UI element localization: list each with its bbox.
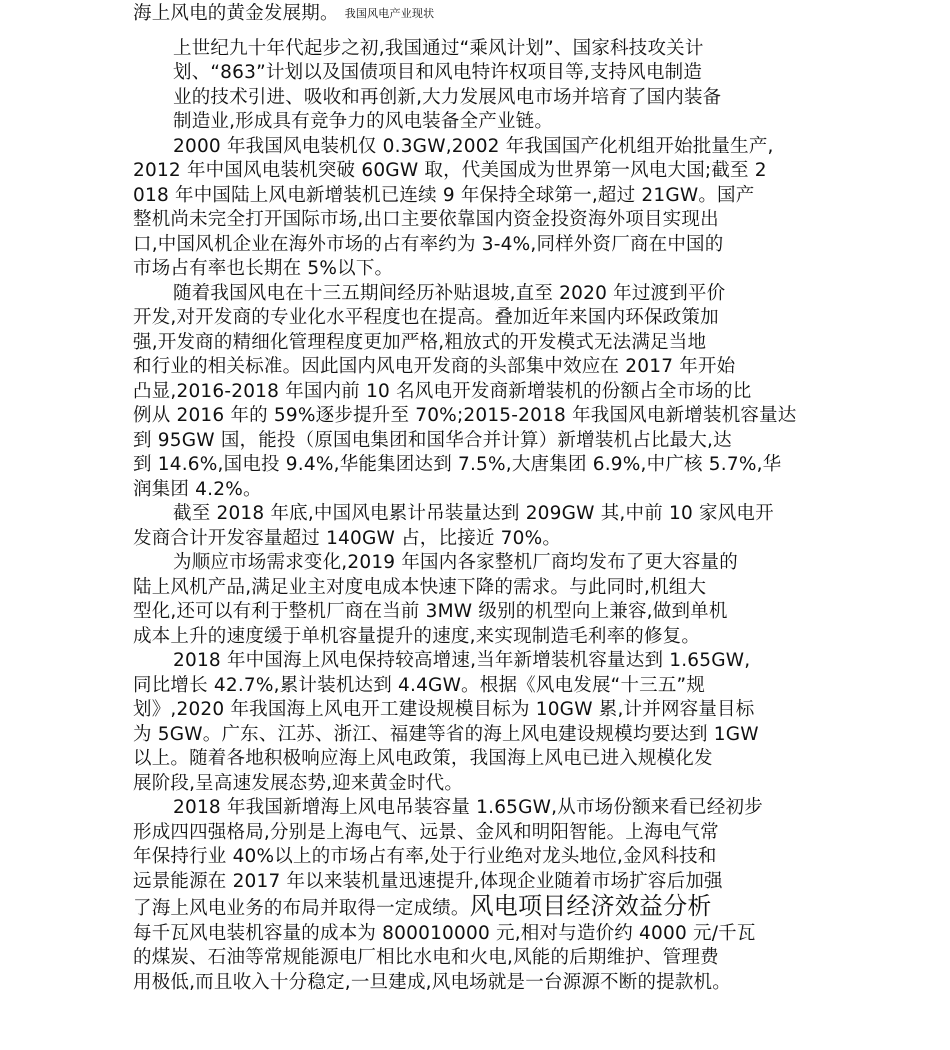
paragraph-economics — [133, 922, 828, 996]
paragraph-installed-capacity — [133, 135, 828, 282]
paragraph-line: 每千瓦风电装机容量的成本为 800010000 元,相对与造价约 4000 元/千瓦 — [133, 922, 756, 944]
paragraph-line: 018 年中国陆上风电新增装机已连续 9 年保持全球第一,超过 21GW。国产 — [133, 184, 755, 206]
paragraph-larger-turbines — [133, 551, 828, 649]
paragraph-line: 的煤炭、石油等常规能源电厂相比水电和火电,风能的后期维护、管理费 — [133, 947, 719, 968]
paragraph-line: 市场占有率也长期在 5%以下。 — [133, 258, 394, 279]
paragraph-line: 以上。随着各地积极响应海上风电政策，我国海上风电已进入规模化发 — [133, 748, 713, 769]
section-heading-current-status: 我国风电产业现状 — [344, 7, 435, 20]
paragraph-line: 形成四四强格局,分别是上海电气、远景、金风和明阳智能。上海电气常 — [133, 821, 719, 843]
paragraph-line: 展阶段,呈高速发展态势,迎来黄金时代。 — [133, 772, 464, 794]
paragraph-line: 陆上风机产品,满足业主对度电成本快速下降的需求。与此同时,机组大 — [133, 576, 707, 598]
paragraph-line: 到 95GW 国，能投（原国电集团和国华合并计算）新增装机占比最大,达 — [133, 429, 732, 451]
paragraph-line: 业的技术引进、吸收和再创新,大力发展风电市场并培育了国内装备 — [173, 86, 722, 108]
paragraph-line: 为顺应市场需求变化,2019 年国内各家整机厂商均发布了更大容量的 — [173, 552, 738, 573]
paragraph-offshore-market-share — [133, 796, 828, 922]
paragraph-developers — [133, 282, 828, 503]
intro-text: 海上风电的黄金发展期。 — [133, 3, 339, 24]
paragraph-offshore-growth — [133, 649, 828, 796]
paragraph-history — [133, 37, 828, 135]
paragraph-line: 成本上升的速度缓于单机容量提升的速度,来实现制造毛利率的修复。 — [133, 625, 701, 647]
section-heading-economic-benefit: 风电项目经济效益分析 — [469, 892, 712, 920]
paragraph-line: 口,中国风机企业在海外市场的占有率约为 3-4%,同样外资厂商在中国的 — [133, 233, 724, 255]
document-page — [133, 0, 828, 995]
paragraph-line: 例从 2016 年的 59%逐步提升至 70%;2015-2018 年我国风电新增装机容量达 — [133, 405, 797, 426]
paragraph-line: 上世纪九十年代起步之初,我国通过“乘风计划”、国家科技攻关计 — [173, 37, 704, 59]
paragraph-line: 润集团 4.2%。 — [133, 478, 262, 500]
paragraph-line: 到 14.6%,国电投 9.4%,华能集团达到 7.5%,大唐集团 6.9%,中广核 5.7%,华 — [133, 454, 782, 475]
paragraph-line: 和行业的相关标准。因此国内风电开发商的头部集中效应在 2017 年开始 — [133, 356, 736, 377]
paragraph-line: 发商合计开发容量超过 140GW 占，比接近 70%。 — [133, 527, 562, 549]
paragraph-line: 年保持行业 40%以上的市场占有率,处于行业绝对龙头地位,金风科技和 — [133, 846, 717, 867]
paragraph-line: 制造业,形成具有竞争力的风电装备全产业链。 — [173, 111, 554, 132]
paragraph-line: 2000 年我国风电装机仅 0.3GW,2002 年我国国产化机组开始批量生产, — [173, 135, 774, 157]
paragraph-line: 截至 2018 年底,中国风电累计吊装量达到 209GW 其,中前 10 家风电开 — [173, 503, 774, 524]
intro-line — [133, 2, 828, 27]
paragraph-line: 划》,2020 年我国海上风电开工建设规模目标为 10GW 累,计并网容量目标 — [133, 699, 755, 720]
paragraph-line: 用极低,而且收入十分稳定,一旦建成,风电场就是一台源源不断的提款机。 — [133, 971, 731, 993]
paragraph-line: 为 5GW。广东、江苏、浙江、福建等省的海上风电建设规模均要达到 1GW — [133, 723, 759, 745]
paragraph-line: 强,开发商的精细化管理程度更加严格,粗放式的开发模式无法满足当地 — [133, 331, 707, 353]
paragraph-line: 划、“863”计划以及国债项目和风电特许权项目等,支持风电制造 — [173, 62, 703, 83]
paragraph-line — [133, 894, 828, 922]
paragraph-cumulative — [133, 502, 828, 551]
paragraph-line: 随着我国风电在十三五期间经历补贴退坡,直至 2020 年过渡到平价 — [173, 282, 726, 304]
paragraph-line: 2018 年中国海上风电保持较高增速,当年新增装机容量达到 1.65GW, — [173, 650, 751, 671]
paragraph-line: 2012 年中国风电装机突破 60GW 取，代美国成为世界第一风电大国;截至 2 — [133, 160, 767, 181]
paragraph-line: 型化,还可以有利于整机厂商在当前 3MW 级别的机型向上兼容,做到单机 — [133, 601, 728, 622]
paragraph-line: 整机尚未完全打开国际市场,出口主要依靠国内资金投资海外项目实现出 — [133, 209, 719, 230]
paragraph-line: 2018 年我国新增海上风电吊装容量 1.65GW,从市场份额来看已经初步 — [173, 797, 763, 818]
paragraph-line: 远景能源在 2017 年以来装机量迅速提升,体现企业随着市场扩容后加强 — [133, 870, 723, 892]
paragraph-line-text: 了海上风电业务的布局并取得一定成绩。 — [133, 898, 470, 919]
paragraph-line: 开发,对开发商的专业化水平程度也在提高。叠加近年来国内环保政策加 — [133, 307, 719, 328]
paragraph-line: 凸显,2016-2018 年国内前 10 名风电开发商新增装机的份额占全市场的比 — [133, 380, 752, 402]
paragraph-line: 同比增长 42.7%,累计装机达到 4.4GW。根据《风电发展“十三五”规 — [133, 674, 706, 696]
